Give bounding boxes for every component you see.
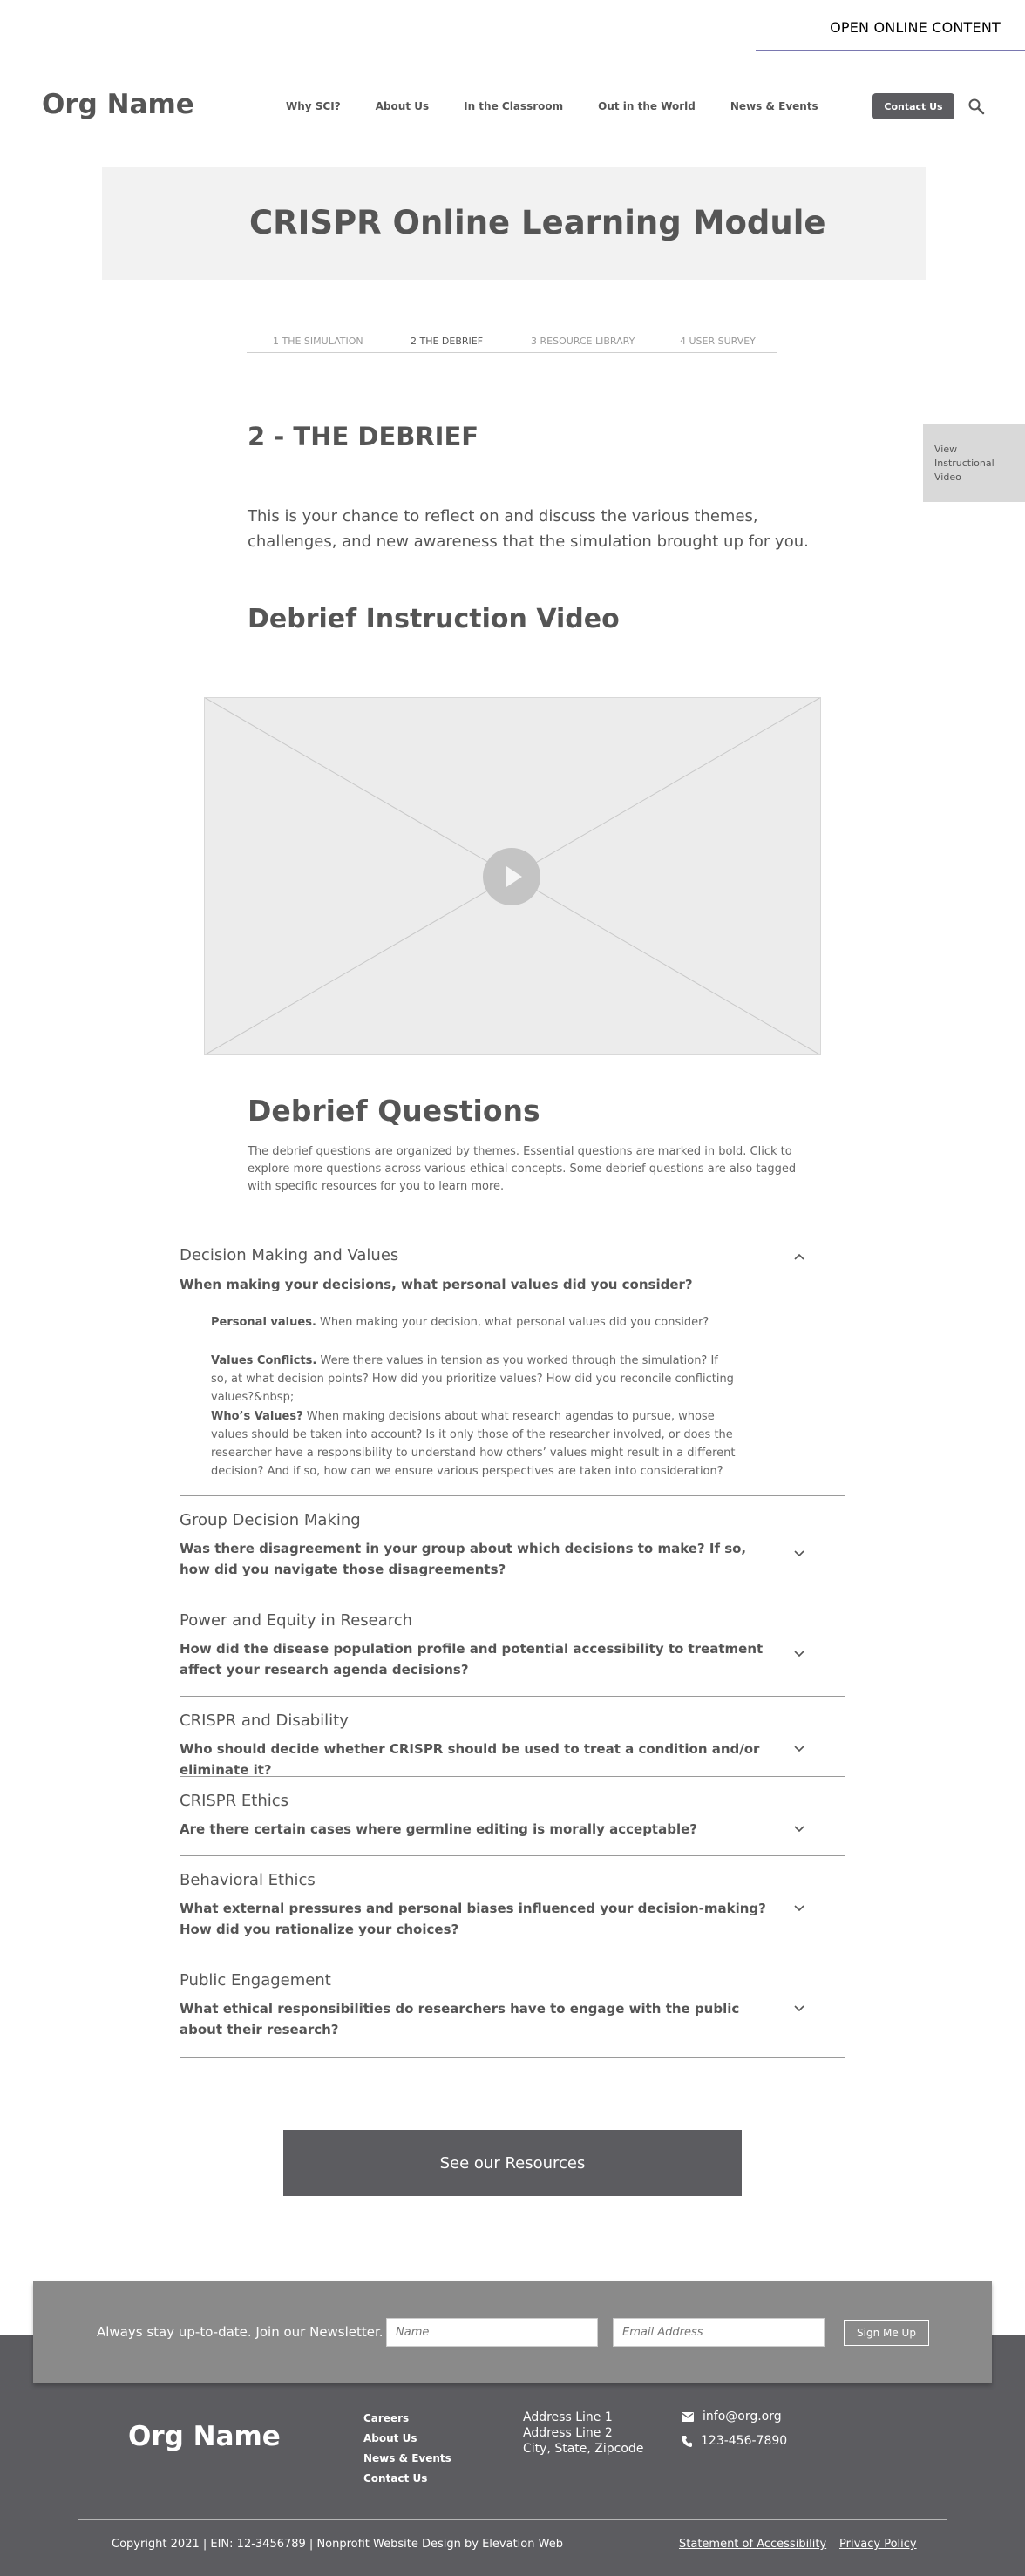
accordion-theme: Group Decision Making	[180, 1511, 361, 1529]
sub-question-personal-values[interactable]	[180, 1313, 737, 1332]
address-line-1: Address Line 1	[523, 2410, 613, 2424]
debrief-accordion	[180, 1246, 845, 2058]
accordion-item-crispr-ethics[interactable]	[180, 1777, 845, 1856]
nav-item-in-the-classroom[interactable]: In the Classroom	[464, 100, 564, 112]
chevron-down-icon[interactable]	[793, 1901, 805, 1914]
debrief-questions-heading: Debrief Questions	[248, 1094, 540, 1128]
newsletter-text: Always stay up-to-date. Join our Newsletter.	[97, 2324, 384, 2340]
module-steps-nav	[247, 334, 777, 353]
sub-question-label: Values Conflicts.	[211, 1354, 317, 1367]
accordion-question: What ethical responsibilities do researchers have to engage with the public about their research?	[180, 2001, 740, 2037]
footer-contact	[682, 2410, 787, 2458]
sign-me-up-button[interactable]: Sign Me Up	[844, 2320, 929, 2346]
footer-phone: 123-456-7890	[701, 2434, 788, 2448]
accordion-item-behavioral-ethics[interactable]	[180, 1856, 845, 1956]
nav-item-about-us[interactable]: About Us	[375, 100, 430, 112]
debrief-heading: 2 - THE DEBRIEF	[248, 422, 479, 451]
accordion-theme: Decision Making and Values	[180, 1246, 399, 1264]
logo[interactable]: Org Name	[42, 89, 194, 120]
open-online-content-link[interactable]: OPEN ONLINE CONTENT	[830, 19, 1001, 36]
accordion-theme: CRISPR and Disability	[180, 1712, 349, 1730]
see-resources-button[interactable]: See our Resources	[283, 2130, 742, 2196]
nav-item-news-events[interactable]: News & Events	[730, 100, 818, 112]
sub-question-text: When making your decision, what personal values did you consider?	[316, 1316, 709, 1329]
chevron-down-icon[interactable]	[793, 1547, 805, 1559]
accordion-theme: Public Engagement	[180, 1971, 331, 1990]
sub-question-values-conflicts[interactable]	[180, 1352, 737, 1407]
footer-email-row[interactable]	[682, 2410, 787, 2423]
accordion-theme: Power and Equity in Research	[180, 1611, 413, 1630]
debrief-questions-description: The debrief questions are organized by themes. Essential questions are marked in bold. Click to explore more questions across various ethical concepts. Some debrief questions are also tagged with specific resources for you to learn more.	[248, 1145, 797, 1193]
video-player[interactable]	[204, 697, 821, 1055]
newsletter-bar	[33, 2281, 992, 2383]
play-button[interactable]	[483, 848, 540, 905]
footer-links	[363, 2409, 451, 2489]
phone-icon	[682, 2435, 692, 2447]
accordion-question: What external pressures and personal biases influenced your decision-making? How did you rationalize your choices?	[180, 1901, 766, 1937]
footer-link-contact-us[interactable]: Contact Us	[363, 2472, 428, 2484]
accordion-question: How did the disease population profile and potential accessibility to treatment affect your research agenda decisions?	[180, 1641, 764, 1678]
chevron-down-icon[interactable]	[793, 1822, 805, 1834]
sub-question-label: Who’s Values?	[211, 1410, 303, 1423]
step-user-survey[interactable]: 4 USER SURVEY	[680, 336, 756, 347]
newsletter-email-input[interactable]	[613, 2318, 825, 2347]
banner-underline	[756, 50, 1025, 51]
accordion-item-public-engagement[interactable]	[180, 1956, 845, 2058]
page-title: CRISPR Online Learning Module	[249, 204, 826, 241]
step-simulation[interactable]: 1 THE SIMULATION	[273, 336, 363, 347]
privacy-policy-link[interactable]: Privacy Policy	[839, 2538, 917, 2551]
accordion-question: Who should decide whether CRISPR should be used to treat a condition and/or eliminate it?	[180, 1741, 760, 1778]
accordion-item-crispr-disability[interactable]	[180, 1697, 845, 1777]
statement-of-accessibility-link[interactable]: Statement of Accessibility	[679, 2538, 827, 2551]
sub-question-text: Were there values in tension as you worked through the simulation? If so, at what decision points? How did you prioritize values? How did you reconcile conflicting values?&nbsp;	[211, 1354, 734, 1404]
sub-question-whos-values[interactable]	[180, 1407, 737, 1481]
footer-email: info@org.org	[703, 2410, 782, 2423]
hero-banner	[102, 167, 926, 280]
step-resource-library[interactable]: 3 RESOURCE LIBRARY	[531, 336, 635, 347]
accordion-question: When making your decisions, what personal values did you consider?	[180, 1277, 693, 1292]
sub-question-label: Personal values.	[211, 1316, 316, 1329]
site-header	[0, 78, 1025, 135]
main-nav	[286, 100, 853, 112]
footer-phone-row[interactable]	[682, 2434, 787, 2448]
debrief-intro: This is your chance to reflect on and discuss the various themes, challenges, and new awareness that the simulation brought up for you.	[248, 507, 809, 551]
footer-logo[interactable]: Org Name	[128, 2421, 281, 2452]
address-line-2: Address Line 2	[523, 2426, 613, 2440]
footer-link-news-events[interactable]: News & Events	[363, 2452, 451, 2464]
accordion-theme: Behavioral Ethics	[180, 1871, 316, 1889]
chevron-down-icon[interactable]	[793, 1647, 805, 1659]
nav-item-why-sci[interactable]: Why SCI?	[286, 100, 341, 112]
footer-link-about-us[interactable]: About Us	[363, 2432, 417, 2444]
step-debrief[interactable]: 2 THE DEBRIEF	[411, 336, 484, 347]
search-icon[interactable]	[967, 98, 985, 115]
view-instructional-video-tab[interactable]: View Instructional Video	[923, 424, 1025, 502]
accordion-question: Was there disagreement in your group about which decisions to make? If so, how did you navigate those disagreements?	[180, 1541, 747, 1577]
chevron-up-icon[interactable]	[793, 1251, 805, 1263]
accordion-question: Are there certain cases where germline editing is morally acceptable?	[180, 1821, 697, 1837]
email-icon	[682, 2412, 694, 2422]
address-city: City, State, Zipcode	[523, 2442, 644, 2456]
footer-link-careers[interactable]: Careers	[363, 2412, 410, 2424]
accordion-item-decision-making[interactable]	[180, 1246, 845, 1496]
accordion-theme: CRISPR Ethics	[180, 1792, 289, 1810]
footer-copyright: Copyright 2021 | EIN: 12-3456789 | Nonprofit Website Design by Elevation Web	[112, 2538, 563, 2551]
footer-address	[523, 2410, 643, 2457]
nav-item-out-in-the-world[interactable]: Out in the World	[598, 100, 696, 112]
accordion-item-group-decision-making[interactable]	[180, 1496, 845, 1596]
sub-question-text: When making decisions about what research agendas to pursue, whose values should be taken into account? Is it only those of the researcher involved, or does the researcher have a responsibility to understand how others’ values might result in a different decision? And if so, how can we ensure various perspectives are taken into consideration?	[211, 1410, 736, 1478]
video-heading: Debrief Instruction Video	[248, 604, 620, 634]
play-icon	[506, 866, 522, 887]
chevron-down-icon[interactable]	[793, 1742, 805, 1754]
newsletter-name-input[interactable]	[386, 2318, 598, 2347]
footer-divider	[78, 2519, 947, 2520]
accordion-item-power-equity[interactable]	[180, 1596, 845, 1697]
top-banner	[0, 0, 1025, 52]
contact-us-button[interactable]: Contact Us	[872, 93, 954, 119]
chevron-down-icon[interactable]	[793, 2002, 805, 2014]
